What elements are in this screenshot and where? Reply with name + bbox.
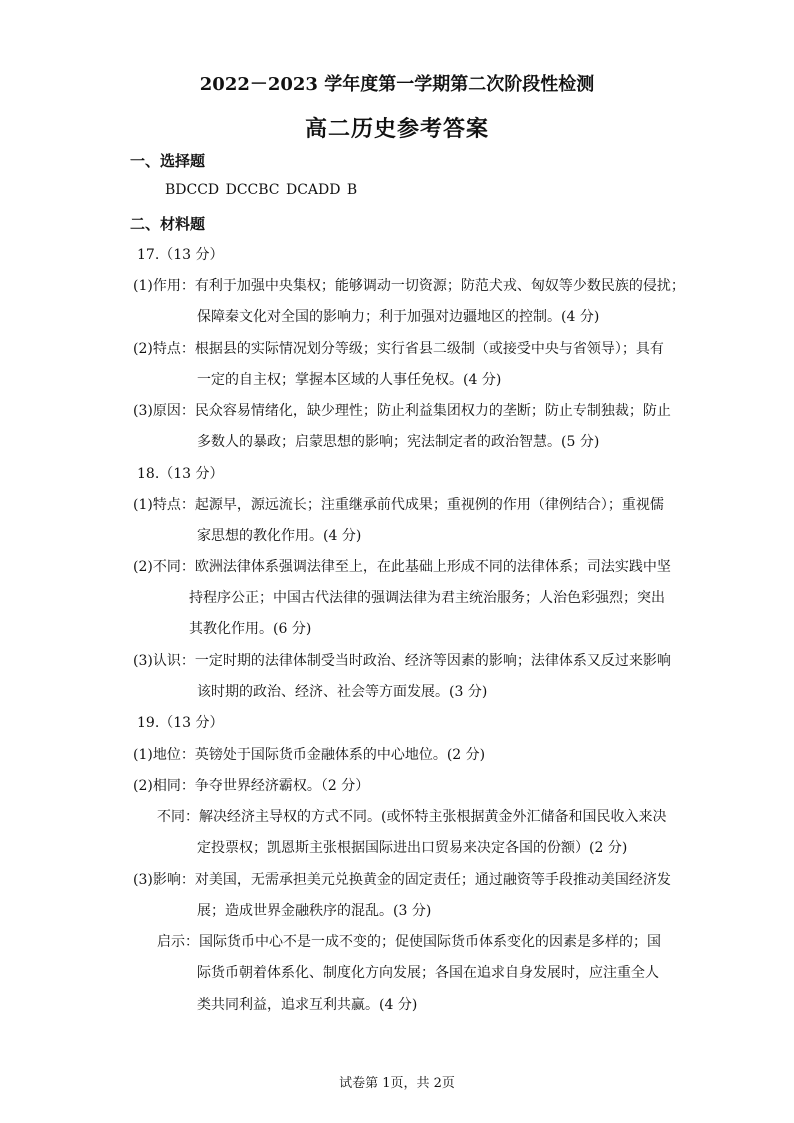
question-18-line: (3)认识：一定时期的法律体制受当时政治、经济等因素的影响；法律体系又反过来影响 — [133, 653, 671, 669]
question-18-heading: 18.（13 分） — [137, 466, 224, 482]
question-17-line: (1)作用：有利于加强中央集权；能够调动一切资源；防范犬戎、匈奴等少数民族的侵扰； — [133, 278, 685, 294]
section-heading-choice: 一、选择题 — [130, 152, 206, 170]
question-18-line: 家思想的教化作用。(4 分) — [197, 528, 362, 544]
question-19-heading: 19.（13 分） — [137, 715, 224, 731]
question-18-line: (2)不同：欧洲法律体系强调法律至上，在此基础上形成不同的法律体系；司法实践中坚 — [133, 559, 671, 575]
question-17-line: 多数人的暴政；启蒙思想的影响；宪法制定者的政治智慧。(5 分) — [197, 434, 600, 450]
exam-title: 2022－2023 学年度第一学期第二次阶段性检测 — [199, 74, 595, 95]
question-18-line: 其教化作用。(6 分) — [189, 621, 312, 637]
question-19-line: 启示：国际货币中心不是一成不变的；促使国际货币体系变化的因素是多样的；国 — [157, 934, 661, 950]
question-19-line: (2)相同：争夺世界经济霸权。（2 分） — [133, 778, 370, 794]
question-18-line: 持程序公正；中国古代法律的强调法律为君主统治服务；人治色彩强烈；突出 — [189, 590, 665, 606]
question-19-line: 际货币朝着体系化、制度化方向发展；各国在追求自身发展时，应注重全人 — [197, 965, 659, 981]
question-19-line: (1)地位：英镑处于国际货币金融体系的中心地位。(2 分) — [133, 747, 486, 763]
page-number-footer: 试卷第 1页，共 2页 — [339, 1076, 455, 1091]
section-heading-material: 二、材料题 — [130, 215, 206, 233]
question-17-line: 一定的自主权；掌握本区域的人事任免权。(4 分) — [197, 372, 502, 388]
answer-key-title: 高二历史参考答案 — [304, 116, 489, 142]
question-19-line: (3)影响：对美国，无需承担美元兑换黄金的固定责任；通过融资等手段推动美国经济发 — [133, 872, 671, 888]
question-17-line: 保障秦文化对全国的影响力；利于加强对边疆地区的控制。(4 分) — [197, 309, 600, 325]
question-19-line: 不同：解决经济主导权的方式不同。(或怀特主张根据黄金外汇储备和国民收入来决 — [157, 809, 667, 825]
question-17-line: (2)特点：根据县的实际情况划分等级；实行省县二级制（或接受中央与省领导）；具有 — [133, 341, 664, 357]
question-19-line: 展；造成世界金融秩序的混乱。(3 分) — [197, 903, 432, 919]
question-17-line: (3)原因：民众容易情绪化，缺少理性；防止利益集团权力的垄断；防止专制独裁；防止 — [133, 403, 671, 419]
question-18-line: 该时期的政治、经济、社会等方面发展。(3 分) — [197, 684, 488, 700]
question-18-line: (1)特点：起源早，源远流长；注重继承前代成果；重视例的作用（律例结合）；重视儒 — [133, 497, 664, 513]
choice-answers: BDCCD DCCBC DCADD B — [165, 182, 358, 198]
question-19-line: 类共同利益，追求互利共赢。(4 分) — [197, 997, 418, 1013]
question-17-heading: 17.（13 分） — [137, 247, 224, 263]
question-19-line: 定投票权；凯恩斯主张根据国际进出口贸易来决定各国的份额）(2 分) — [197, 840, 628, 856]
